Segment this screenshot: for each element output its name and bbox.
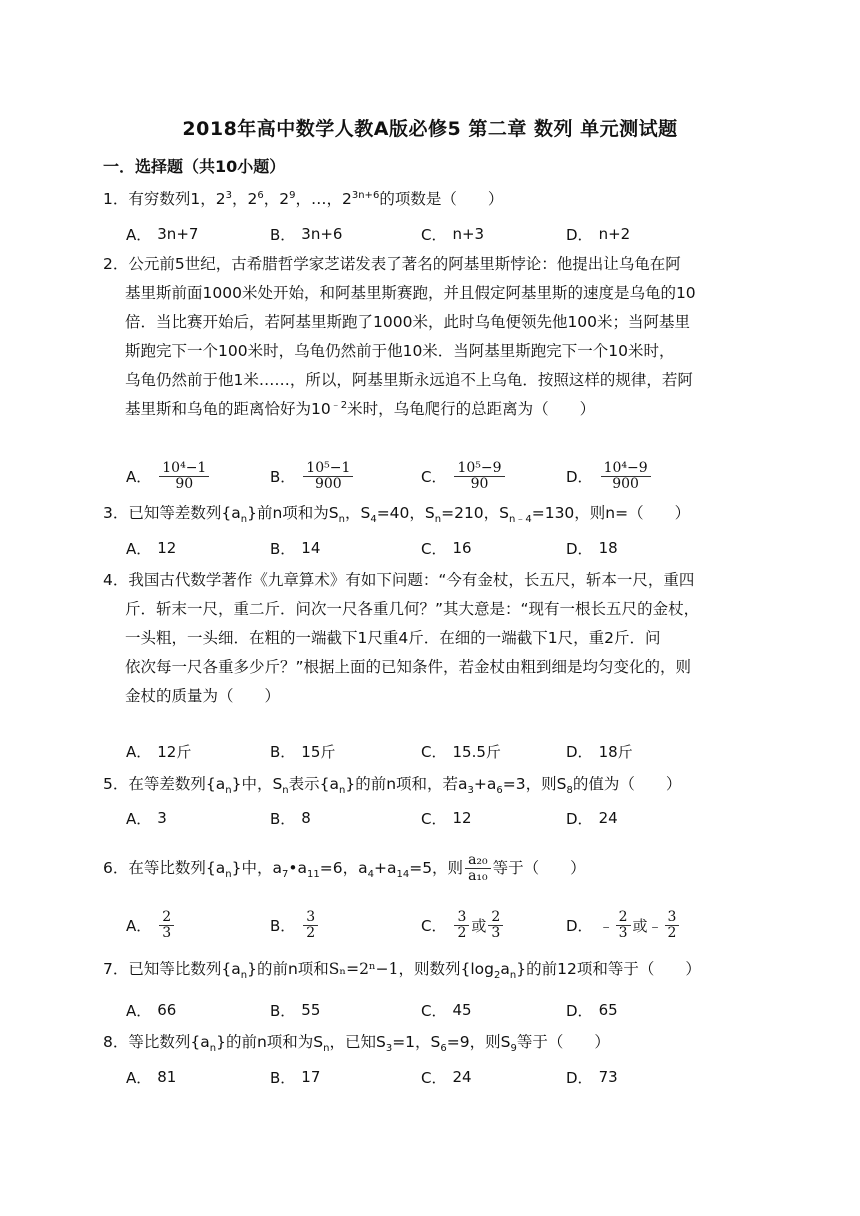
fraction: $\frac{3}{2}$ [665,910,680,941]
option-c[interactable]: C． $\frac{3}{2}$ 或 $\frac{2}{3}$ [421,906,505,944]
question-number: 3． [103,504,129,522]
question-7-options [126,994,766,1026]
fraction: $\frac{\text{10⁵−9}}{90}$ [454,461,504,492]
option-a[interactable]: A． 66 [126,1001,177,1020]
sum-formula: Sₙ=2ⁿ−1 [328,960,399,978]
option-d[interactable]: D． 24 [566,809,618,828]
fraction: $\frac{3}{2}$ [454,910,469,941]
page-title: 2018年高中数学人教A版必修5 第二章 数列 单元测试题 [182,118,678,140]
question-2-options [126,458,766,494]
question-3: 3．已知等差数列$\{a_n\}$前n项和为$S_n$，$S_4=40$，$S_n=210$，$S_{n﹣4}=130$，则n=（ ） [103,504,691,526]
option-b[interactable]: B． 17 [270,1068,321,1087]
fraction: $\frac{2}{3}$ [159,910,174,941]
option-d[interactable]: D． 65 [566,1001,618,1020]
fraction: $\frac{2}{3}$ [616,910,631,941]
option-c[interactable]: C． 24 [421,1068,472,1087]
option-b[interactable]: B． $\frac{3}{2}$ [270,906,320,944]
question-2: 2．公元前5世纪，古希腊哲学家芝诺发表了著名的阿基里斯悖论：他提出让乌龟在阿 基里斯前面1000米处开始，和阿基里斯赛跑，并且假定阿基里斯的速度是乌龟的10 倍．当比赛开始后，若阿基里斯跑了1000米，此时乌龟便领先他100米；当阿基里 斯跑完下一个100米时，乌龟仍然前于他10米．当阿基里斯跑完下一个10米时， 乌龟仍然前于他1米……，所以，阿基里斯永远追不上乌龟．按照这样的规律，若阿 基里斯和乌龟的距离恰好为$10^{﹣2}$米时，乌龟爬行的总距离为（ ） [103,255,696,418]
option-c[interactable]: C． 16 [421,539,472,558]
option-d[interactable]: D． 73 [566,1068,618,1087]
option-c[interactable]: C． 15.5斤 [421,742,501,761]
question-4-options [126,735,766,767]
option-a[interactable]: A． $\frac{2}{3}$ [126,906,176,944]
question-5: 5．在等差数列$\{a_n\}$中，$S_n$表示$\{a_n\}$的前n项和，若$a_3+a_6=3$，则$S_8$的值为（ ） [103,775,682,797]
question-number: 7． [103,960,129,978]
question-5-options [126,802,766,834]
option-d[interactable]: D． $\frac{\text{10⁴−9}}{900}$ [566,458,653,494]
question-number: 4． [103,571,129,589]
fraction: $\frac{\text{10⁵−1}}{900}$ [303,461,353,492]
option-a[interactable]: A． $\frac{\text{10⁴−1}}{90}$ [126,458,211,494]
fraction: $\frac{\text{10⁴−1}}{90}$ [159,461,209,492]
fraction: $\frac{3}{2}$ [303,910,318,941]
option-c[interactable]: C． 12 [421,809,472,828]
question-7: 7．已知等比数列$\{a_n\}$的前n项和Sₙ=2ⁿ−1，则数列$\{\log_2a_n\}$的前12项和等于（ ） [103,960,701,982]
option-d[interactable]: D． 18 [566,539,618,558]
option-a[interactable]: A． 3 [126,809,167,828]
fraction: $\frac{2}{3}$ [488,910,503,941]
question-6-options [126,906,766,944]
question-1: 1．有穷数列1，$2^3$，$2^6$，$2^9$，…，$2^{3n+6}$的项数是（ ） [103,189,504,208]
option-a[interactable]: A． 3n+7 [126,225,199,244]
question-8: 8．等比数列$\{a_n\}$的前n项和为$S_n$，已知$S_3=1$，$S_6=9$，则$S_9$等于（ ） [103,1033,610,1055]
question-number: 1． [103,190,129,208]
option-b[interactable]: B． 15斤 [270,742,336,761]
question-3-options [126,532,766,564]
option-d[interactable]: D． 18斤 [566,742,633,761]
option-d[interactable]: D． n+2 [566,225,631,244]
option-b[interactable]: B． 8 [270,809,311,828]
option-b[interactable]: B． 14 [270,539,321,558]
question-number: 6． [103,858,129,877]
option-a[interactable]: A． 81 [126,1068,177,1087]
option-b[interactable]: B． $\frac{\text{10⁵−1}}{900}$ [270,458,355,494]
fraction: $\frac{\text{10⁴−9}}{900}$ [601,461,651,492]
question-4: 4．我国古代数学著作《九章算术》有如下问题：“今有金杖，长五尺，斩本一尺，重四 斤．斩末一尺，重二斤．问次一尺各重几何？”其大意是：“现有一根长五尺的金杖， 一头粗，一头细．在粗的一端截下1尺重4斤．在细的一端截下1尺，重2斤．问 依次每一尺各重多少斤？”根据上面的已知条件，若金杖由粗到细是均匀变化的，则 金杖的质量为（ ） [103,571,700,705]
option-d[interactable]: D． ﹣ $\frac{2}{3}$ 或﹣ $\frac{3}{2}$ [566,906,681,944]
option-a[interactable]: A． 12 [126,539,177,558]
option-a[interactable]: A． 12斤 [126,742,192,761]
question-number: 2． [103,255,129,273]
option-c[interactable]: C． n+3 [421,225,485,244]
question-number: 5． [103,775,129,793]
question-8-options [126,1061,766,1093]
question-number: 8． [103,1033,129,1051]
section-heading: 一．选择题（共10小题） [103,157,286,176]
option-c[interactable]: C． 45 [421,1001,472,1020]
option-b[interactable]: B． 3n+6 [270,225,343,244]
question-6: 6．在等比数列$\{a_n\}$中，$a_7•a_{11}=6$，$a_4+a_{14}=5$，则 $\frac{\text{a₂₀}}{\text{a₁₀}}$ 等于（ ） [103,851,586,884]
fraction: $\frac{\text{a₂₀}}{\text{a₁₀}}$ [465,853,491,884]
question-1-options [126,218,766,250]
option-b[interactable]: B． 55 [270,1001,321,1020]
option-c[interactable]: C． $\frac{\text{10⁵−9}}{90}$ [421,458,507,494]
